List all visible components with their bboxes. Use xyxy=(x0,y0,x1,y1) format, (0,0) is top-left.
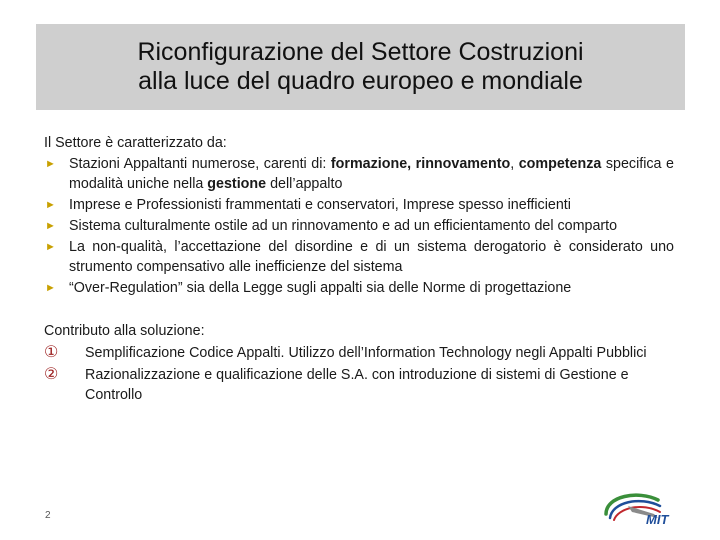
bullet-text-part: , xyxy=(510,156,519,172)
bullet-text: “Over-Regulation” sia della Legge sugli appalti sia delle Norme di progettazione xyxy=(69,280,572,296)
page-number: 2 xyxy=(45,510,51,521)
bullet-text-part: dell’appalto xyxy=(266,176,343,192)
bullet-text-part: Stazioni Appaltanti numerose, carenti di: xyxy=(69,156,331,172)
bullet-bold-part: gestione xyxy=(207,176,267,192)
circled-number-icon: ② xyxy=(44,366,59,383)
bullet-text xyxy=(69,154,674,194)
numbered-item xyxy=(44,365,674,405)
bullet-text-part: specifica e modalità uniche nella xyxy=(69,156,674,192)
mit-logo-icon xyxy=(598,488,686,528)
triangle-bullet-icon: ► xyxy=(45,241,56,253)
triangle-bullet-icon: ► xyxy=(45,220,56,232)
triangle-bullet-icon: ► xyxy=(45,282,56,294)
bullet-text: Sistema culturalmente ostile ad un rinnovamento e ad un efficientamento del comparto xyxy=(69,218,618,234)
logo-text: MIT xyxy=(646,512,669,527)
bullet-item xyxy=(44,237,674,277)
bullet-bold-part: formazione, rinnovamento xyxy=(330,156,511,172)
bullet-text: Imprese e Professionisti frammentati e conservatori, Imprese spesso inefficienti xyxy=(69,197,571,213)
bullet-item xyxy=(44,154,674,194)
section1-intro: Il Settore è caratterizzato da: xyxy=(44,135,227,151)
title-band xyxy=(36,24,685,110)
section1-bullet-list xyxy=(44,154,674,298)
triangle-bullet-icon: ► xyxy=(45,199,56,211)
slide-content xyxy=(44,133,674,407)
bullet-item xyxy=(44,195,674,215)
bullet-item xyxy=(44,278,674,298)
triangle-bullet-icon: ► xyxy=(45,158,56,170)
circled-number-icon: ① xyxy=(44,344,59,361)
section2-intro: Contributo alla soluzione: xyxy=(44,323,205,339)
slide-title-line-2: alla luce del quadro europeo e mondiale xyxy=(138,67,583,95)
slide-title-line-1: Riconfigurazione del Settore Costruzioni xyxy=(137,38,584,66)
section2-numbered-list xyxy=(44,343,674,405)
spacer xyxy=(44,299,674,321)
numbered-item xyxy=(44,343,674,363)
numbered-item-text: Razionalizzazione e qualificazione delle S.A. con introduzione di sistemi di Gestione e Controllo xyxy=(85,367,629,403)
bullet-bold-part: competenza xyxy=(518,156,602,172)
numbered-item-text: Semplificazione Codice Appalti. Utilizzo dell’Information Technology negli Appalti Pubblici xyxy=(85,345,647,361)
bullet-item xyxy=(44,216,674,236)
bullet-text: La non-qualità, l’accettazione del disordine e di un sistema derogatorio è considerato uno strumento compensativo alle inefficienze del sistema xyxy=(69,239,674,275)
